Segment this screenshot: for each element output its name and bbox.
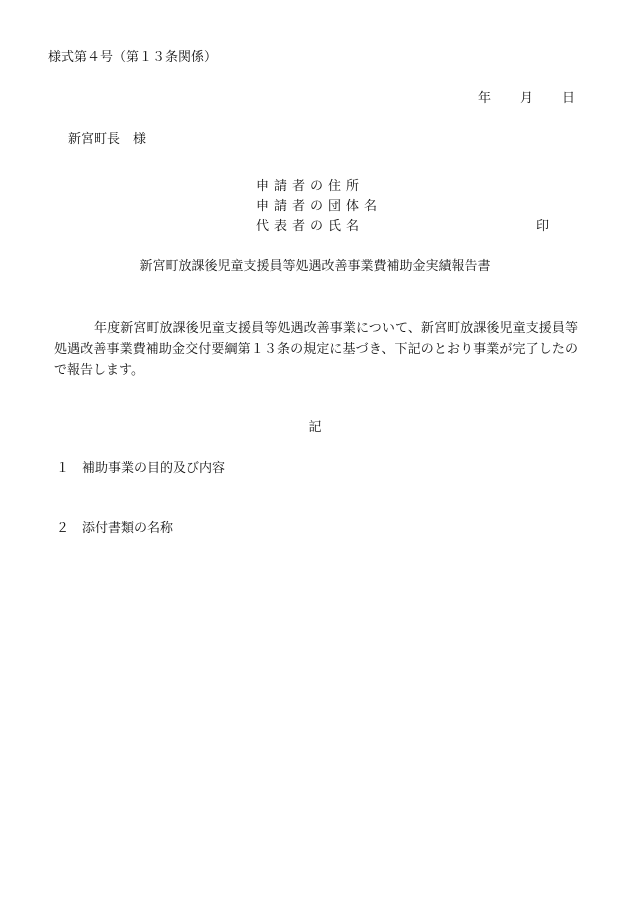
applicant-block <box>256 177 549 237</box>
representative-name-label: 代表者の氏名 <box>256 219 365 234</box>
item-text: 補助事業の目的及び内容 <box>82 461 226 476</box>
applicant-org-label: 申請者の団体名 <box>256 199 383 214</box>
item-number: １ <box>56 461 70 476</box>
document-title: 新宮町放課後児童支援員等処遇改善事業費補助金実績報告書 <box>139 259 491 274</box>
addressee: 新宮町長 様 <box>68 132 147 147</box>
list-item <box>56 521 173 537</box>
body-paragraph: 年度新宮町放課後児童支援員等処遇改善事業について、新宮町放課後児童支援員等処遇改善事業費補助金交付要綱第１３条の規定に基づき、下記のとおり事業が完了したので報告します。 <box>54 321 578 378</box>
date-line <box>478 91 575 107</box>
date-year-label: 年 <box>477 91 491 106</box>
form-number: 様式第４号（第１３条関係） <box>48 50 218 65</box>
item-number: ２ <box>56 521 70 536</box>
seal-mark: 印 <box>536 219 550 234</box>
date-day-label: 日 <box>561 91 575 106</box>
date-month-label: 月 <box>519 91 533 106</box>
item-text: 添付書類の名称 <box>82 521 174 536</box>
list-item <box>56 461 225 477</box>
applicant-address-label: 申請者の住所 <box>256 179 365 194</box>
ki-heading: 記 <box>308 420 322 435</box>
